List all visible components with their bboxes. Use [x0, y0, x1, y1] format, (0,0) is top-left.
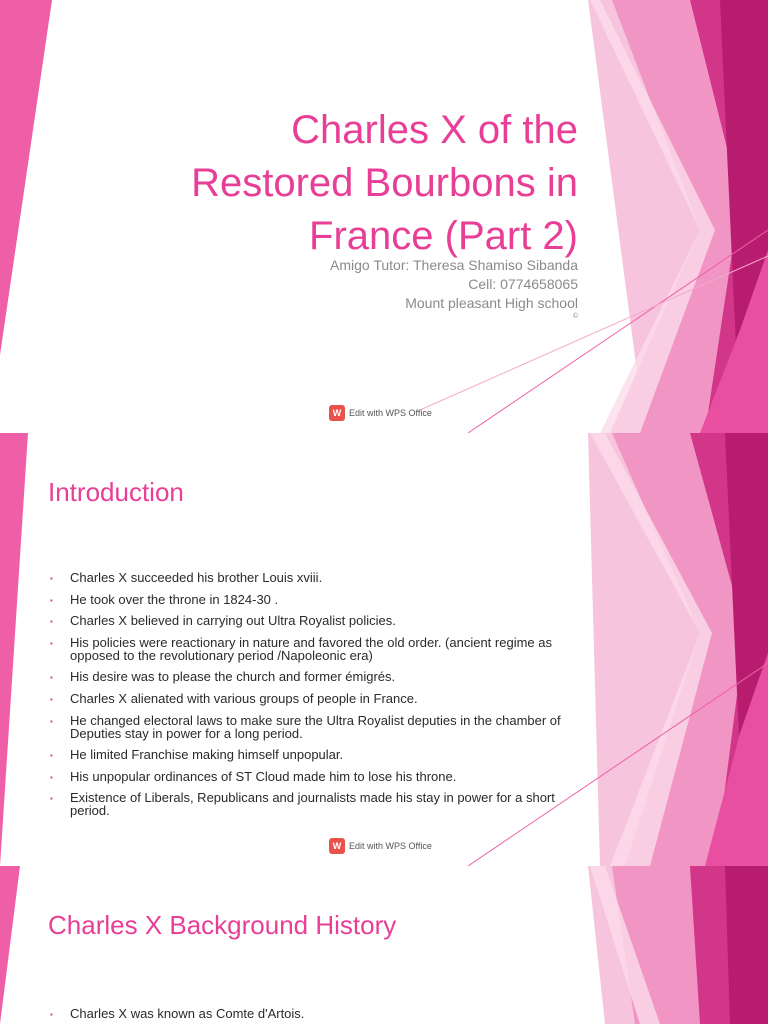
bullet-icon: ▪ [50, 638, 53, 648]
wps-watermark-text: Edit with WPS Office [349, 841, 432, 851]
bullet-icon: ▪ [50, 772, 53, 782]
bullet-icon: ▪ [50, 595, 53, 605]
title-line: Charles X of the [291, 108, 578, 152]
bullet-list [50, 1007, 570, 1024]
wps-watermark[interactable] [329, 405, 432, 421]
title-slide [0, 0, 768, 433]
bullet-icon: ▪ [50, 716, 53, 726]
subtitle-line: Amigo Tutor: Theresa Shamiso Sibanda [330, 257, 578, 273]
list-item: ▪ His desire was to please the church and former émigrés. [50, 669, 396, 685]
subtitle-line: Mount pleasant High school [405, 295, 578, 311]
bullet-icon: ▪ [50, 574, 53, 583]
list-item: ▪ Existence of Liberals, Republicans and journalists made his stay in power for a short period. [50, 790, 555, 819]
title-line: Restored Bourbons in [191, 161, 578, 205]
list-item: ▪ Charles X succeeded his brother Louis xviii. [50, 570, 323, 585]
list-item: ▪ He changed electoral laws to make sure the Ultra Royalist deputies in the chamber of Deputies stay in power for a long period. [50, 712, 561, 741]
bullet-icon: ▪ [50, 751, 53, 761]
list-item: ▪ His policies were reactionary in nature and favored the old order. (ancient regime as opposed to the revolutionary period /Napoleonic era) [50, 634, 552, 663]
bullet-list [50, 571, 570, 826]
introduction-slide [0, 433, 768, 866]
list-item: ▪ His unpopular ordinances of ST Cloud made him to lose his throne. [50, 768, 457, 784]
bullet-icon: ▪ [50, 694, 53, 704]
slide-heading: Introduction [48, 477, 184, 507]
list-item: ▪ He took over the throne in 1824-30 . [50, 591, 279, 607]
title-line: France (Part 2) [309, 214, 578, 258]
bullet-icon: ▪ [50, 617, 53, 627]
wps-office-icon: W [329, 405, 345, 421]
bullet-icon: ▪ [50, 673, 53, 683]
subtitle-line: Cell: 0774658065 [468, 276, 578, 292]
slide-title [58, 104, 578, 263]
wps-watermark[interactable] [329, 838, 432, 854]
bullet-icon: ▪ [50, 1010, 53, 1019]
wps-office-icon: W [329, 838, 345, 854]
bullet-icon: ▪ [50, 794, 53, 804]
list-item: ▪ Charles X believed in carrying out Ultra Royalist policies. [50, 613, 396, 629]
list-item: ▪ Charles X alienated with various groups of people in France. [50, 690, 418, 706]
slide-heading: Charles X Background History [48, 910, 397, 940]
background-history-slide [0, 866, 768, 1024]
wps-watermark-text: Edit with WPS Office [349, 408, 432, 418]
copyright-mark: © [572, 313, 578, 320]
slide-subtitle [158, 256, 578, 313]
list-item: ▪ He limited Franchise making himself unpopular. [50, 747, 344, 763]
list-item: ▪ Charles X was known as Comte d'Artois. [50, 1006, 305, 1021]
pink-geometric-decoration [0, 866, 768, 1024]
